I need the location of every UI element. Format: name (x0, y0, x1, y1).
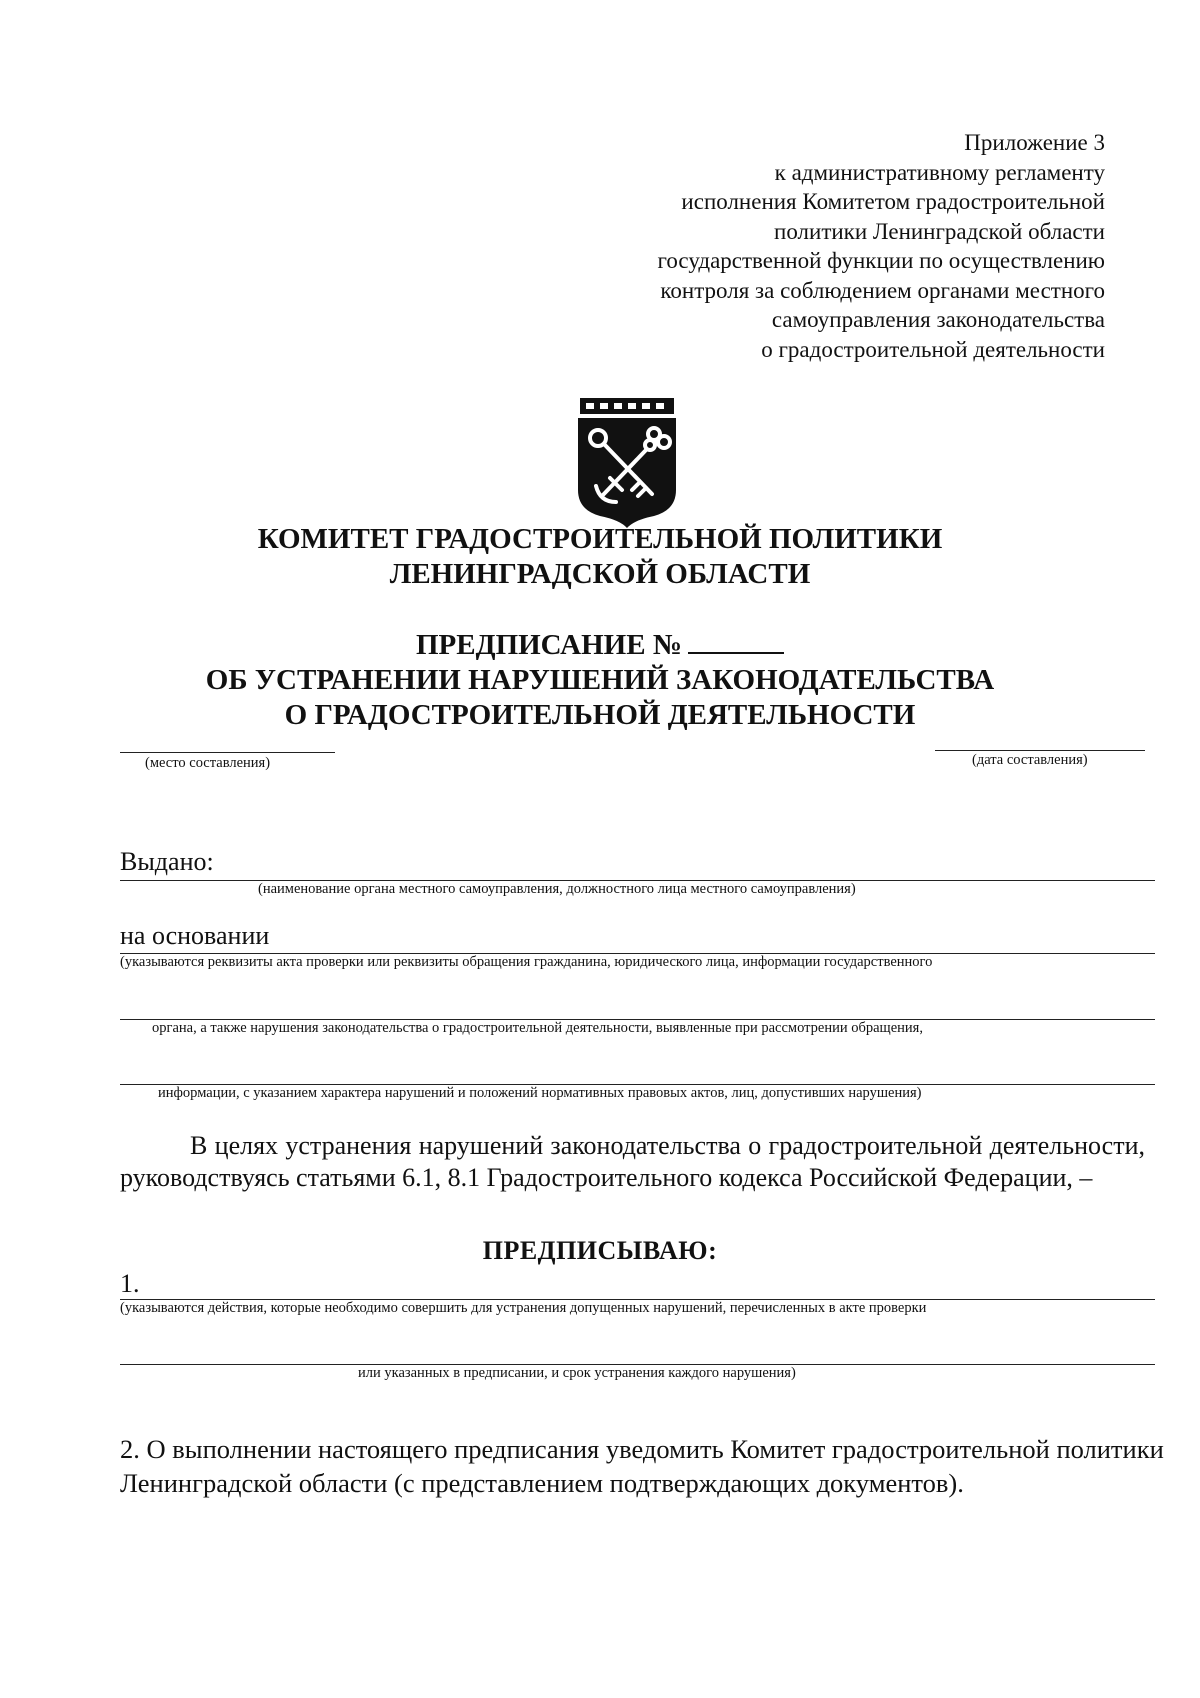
prescribe-heading: ПРЕДПИСЫВАЮ: (482, 1236, 718, 1265)
basis-caption-2: органа, а также нарушения законодательства о градостроительной деятельности, выявленные при рассмотрении обращения, (152, 1020, 923, 1036)
item-1-number: 1. (120, 1269, 140, 1298)
basis-caption-1: (указываются реквизиты акта проверки или реквизиты обращения гражданина, юридического лица, информации государственного (120, 954, 933, 970)
coat-of-arms-icon (574, 398, 680, 528)
item-1-caption-1: (указываются действия, которые необходимо совершить для устранения допущенных нарушений, перечисленных в акте проверки (120, 1300, 927, 1316)
place-blank-line[interactable] (120, 752, 335, 753)
main-paragraph-text: В целях устранения нарушений законодательства о градостроительной деятельности, руководствуясь статьями 6.1, 8.1 Градостроительного кодекса Российской Федерации, – (120, 1131, 1145, 1192)
organization-line-1: КОМИТЕТ ГРАДОСТРОИТЕЛЬНОЙ ПОЛИТИКИ (257, 523, 943, 555)
order-number-blank[interactable] (688, 626, 784, 654)
item-1-caption-2: или указанных в предписании, и срок устранения каждого нарушения) (358, 1365, 796, 1381)
order-line-1: ПРЕДПИСАНИЕ № (416, 629, 682, 661)
issued-label: Выдано: (120, 847, 214, 876)
appendix-line: государственной функции по осуществлению (657, 248, 1105, 273)
appendix-line: контроля за соблюдением органами местного (660, 277, 1105, 303)
date-blank-line[interactable] (935, 750, 1145, 751)
appendix-header (658, 128, 1106, 364)
order-number-line (0, 626, 1200, 663)
appendix-line: о градостроительной деятельности (761, 336, 1105, 362)
item-2-paragraph: 2. О выполнении настоящего предписания уведомить Комитет градостроительной политики Ленинградской области (с представлением подтверждающих документов). (120, 1434, 1164, 1498)
appendix-line: исполнения Комитетом градостроительной (681, 189, 1105, 214)
order-line-2: ОБ УСТРАНЕНИИ НАРУШЕНИЙ ЗАКОНОДАТЕЛЬСТВА (205, 664, 995, 696)
basis-label: на основании (120, 921, 270, 950)
issued-caption: (наименование органа местного самоуправления, должностного лица местного самоуправления) (258, 881, 856, 897)
appendix-line: самоуправления законодательства (771, 307, 1105, 332)
place-caption: (место составления) (145, 755, 271, 771)
appendix-line: к административному регламенту (774, 159, 1105, 185)
basis-caption-3: информации, с указанием характера нарушений и положений нормативных правовых актов, лиц, допустивших нарушения) (158, 1085, 922, 1101)
appendix-line: Приложение 3 (964, 130, 1105, 155)
order-title (0, 626, 1200, 733)
appendix-line: политики Ленинградской области (774, 218, 1105, 244)
main-paragraph (120, 1130, 1145, 1194)
order-line-3: О ГРАДОСТРОИТЕЛЬНОЙ ДЕЯТЕЛЬНОСТИ (284, 699, 916, 731)
organization-line-2: ЛЕНИНГРАДСКОЙ ОБЛАСТИ (389, 558, 811, 590)
organization-title (0, 522, 1200, 592)
date-caption: (дата составления) (972, 752, 1088, 768)
